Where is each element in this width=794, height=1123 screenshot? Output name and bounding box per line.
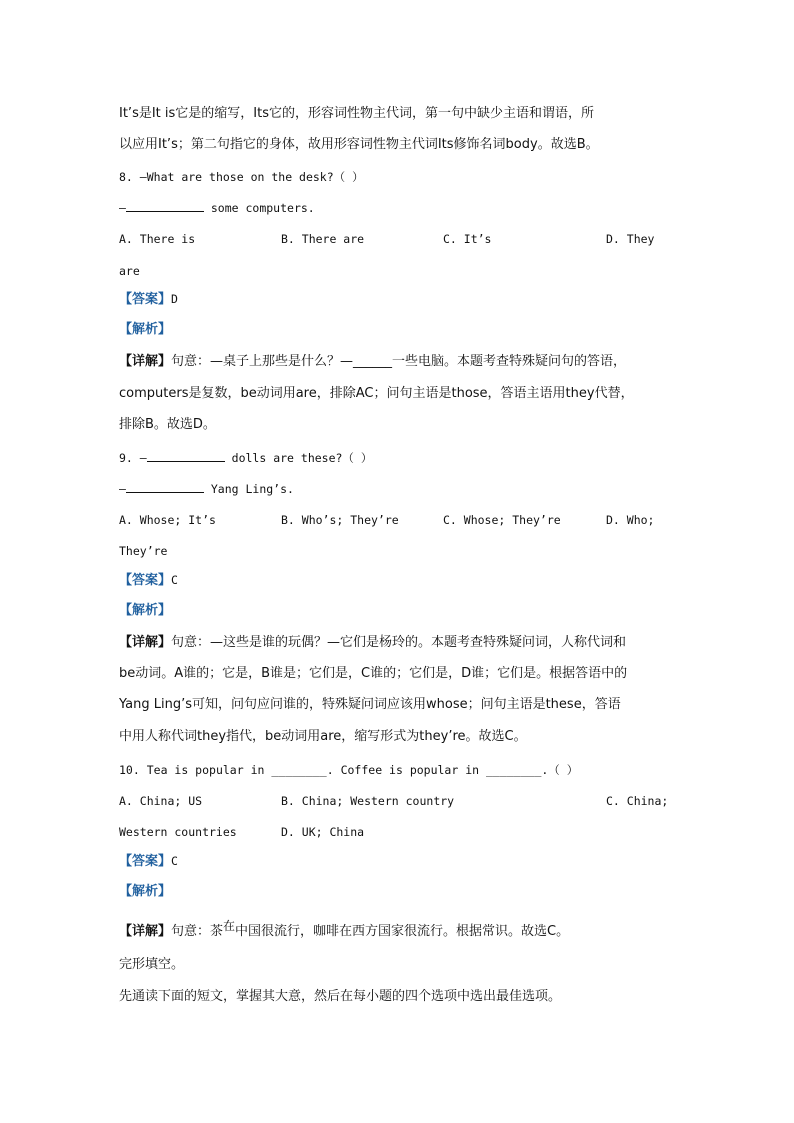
q10-option-a: A. China; US xyxy=(119,794,203,808)
q10-answer-label: 【答案】 xyxy=(119,854,172,869)
q9-question-text: dolls are these?（ ） xyxy=(224,451,373,465)
q10-analysis xyxy=(119,883,171,901)
q8-option-a: A. There is xyxy=(119,232,196,246)
q9-option-a: A. Whose; It’s xyxy=(119,513,216,527)
q8-answer-value: D xyxy=(171,292,178,306)
q9-answer xyxy=(119,571,178,590)
q10-question-text: Tea is popular in ________. Coffee is popular in ________.（ ） xyxy=(146,763,579,777)
q10-detail-label: 【详解】 xyxy=(119,924,172,939)
q8-detail-line-2: computers是复数，be动词用are，排除AC；问句主语是those，答语主语用they代替， xyxy=(119,386,634,401)
q9-detail-line-3: Yang Ling’s可知，问句应问谁的，特殊疑问词应该用whose；问句主语是these，答语 xyxy=(119,697,621,712)
section-title: 完形填空。 xyxy=(119,957,185,972)
q8-detail-label: 【详解】 xyxy=(119,354,172,369)
q10-detail-line-1 xyxy=(119,919,570,941)
q8-number: 8. xyxy=(119,170,133,184)
q9-detail-label: 【详解】 xyxy=(119,635,172,650)
q8-blank xyxy=(126,199,204,212)
q10-number: 10. xyxy=(119,763,140,777)
q10-question xyxy=(119,761,578,779)
q8-detail-line-1 xyxy=(119,353,626,371)
q10-option-c: C. China; xyxy=(606,794,669,808)
q9-detail-line-4: 中用人称代词they指代，be动词用are，缩写形式为they’re。故选C。 xyxy=(119,729,527,744)
section-instruction: 先通读下面的短文，掌握其大意，然后在每小题的四个选项中选出最佳选项。 xyxy=(119,989,562,1004)
q8-detail-text-1: 句意：—桌子上那些是什么？—______一些电脑。本题考查特殊疑问句的答语， xyxy=(171,354,627,369)
q9-analysis xyxy=(119,602,171,620)
q8-option-d: D. They xyxy=(606,232,655,246)
prev-explanation-line-2: 以应用It’s；第二句指它的身体，故用形容词性物主代词Its修饰名词body。故选B。 xyxy=(119,137,599,152)
q9-answer-dash: — xyxy=(119,482,126,496)
q8-answer-suffix: some computers. xyxy=(203,201,315,215)
q10-analysis-label: 【解析】 xyxy=(119,884,172,899)
q8-answer-line xyxy=(119,199,315,217)
q10-detail-text-b: 中国很流行，咖啡在西方国家很流行。根据常识。故选C。 xyxy=(235,924,570,939)
q9-detail-text-1: 句意：—这些是谁的玩偶？—它们是杨玲的。本题考查特殊疑问词，人称代词和 xyxy=(171,635,627,650)
q8-question-text: —What are those on the desk?（ ） xyxy=(139,170,364,184)
q9-answer-line xyxy=(119,480,294,498)
q9-option-c: C. Whose; They’re xyxy=(443,513,561,527)
q8-analysis-label: 【解析】 xyxy=(119,322,172,337)
q9-number: 9. xyxy=(119,451,133,465)
q9-option-d: D. Who; xyxy=(606,513,655,527)
q9-analysis-label: 【解析】 xyxy=(119,603,172,618)
q9-dash: — xyxy=(139,451,147,465)
q9-detail-line-1 xyxy=(119,634,626,652)
q10-detail-raised-char: 在 xyxy=(223,919,236,933)
q9-option-wrap: They’re xyxy=(119,544,168,558)
q8-answer xyxy=(119,290,178,309)
q10-answer-value: C xyxy=(171,854,178,868)
q9-detail-line-2: be动词。A谁的；它是，B谁是；它们是，C谁的；它们是，D谁；它们是。根据答语中的 xyxy=(119,666,628,681)
prev-explanation-line-1: It’s是It is它是的缩写，Its它的，形容词性物主代词，第一句中缺少主语和谓语，所 xyxy=(119,106,594,121)
q8-detail-line-3: 排除B。故选D。 xyxy=(119,417,216,432)
q9-blank-1 xyxy=(147,449,225,462)
q8-option-wrap: are xyxy=(119,264,140,278)
q8-answer-label: 【答案】 xyxy=(119,292,172,307)
q9-answer-label: 【答案】 xyxy=(119,573,172,588)
q10-detail-text-a: 句意：茶 xyxy=(171,924,224,939)
q8-option-c: C. It’s xyxy=(443,232,492,246)
q10-option-wrap: Western countries xyxy=(119,825,237,839)
q9-option-b: B. Who’s; They’re xyxy=(281,513,399,527)
q10-option-b: B. China; Western country xyxy=(281,794,455,808)
q9-question xyxy=(119,449,372,467)
q10-answer xyxy=(119,852,178,871)
q9-answer-value: C xyxy=(171,573,178,587)
q10-option-d: D. UK; China xyxy=(281,825,365,839)
q9-answer-suffix: Yang Ling’s. xyxy=(203,482,294,496)
q8-option-b: B. There are xyxy=(281,232,365,246)
q8-dash: — xyxy=(119,201,126,215)
q8-question xyxy=(119,168,364,186)
q9-blank-2 xyxy=(126,480,204,493)
q8-analysis xyxy=(119,321,171,339)
